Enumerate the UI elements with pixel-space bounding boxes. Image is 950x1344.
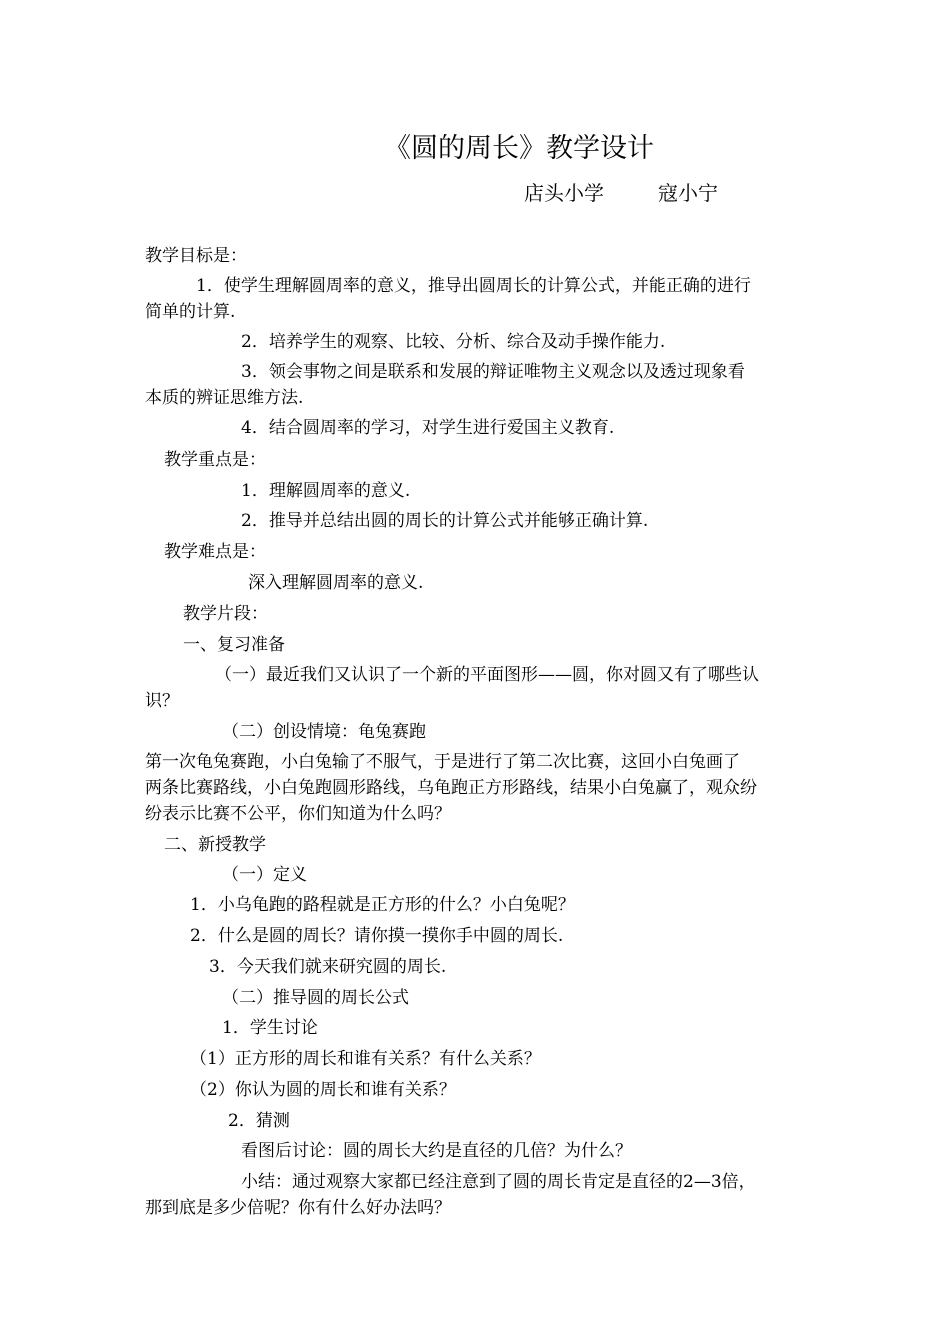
heading-key-points: 教学重点是： <box>164 450 266 470</box>
review-item-2: （二）创设情境：龟兔赛跑 <box>222 722 426 742</box>
subsection-derivation: （二）推导圆的周长公式 <box>222 988 409 1008</box>
story-paragraph-2: 两条比赛路线，小白兔跑圆形路线，乌龟跑正方形路线，结果小白兔赢了，观众纷 <box>145 778 757 798</box>
summary-line-1: 小结：通过观察大家都已经注意到了圆的周长肯定是直径的2—3倍， <box>241 1172 756 1192</box>
objective-3-cont: 本质的辨证思维方法. <box>145 388 304 408</box>
author-name: 寇小宁 <box>658 181 718 205</box>
review-item-1-cont: 识？ <box>145 691 179 711</box>
discussion-question-2: （2）你认为圆的周长和谁有关系？ <box>190 1080 456 1100</box>
story-paragraph-1: 第一次龟兔赛跑，小白兔输了不服气，于是进行了第二次比赛，这回小白兔画了 <box>145 752 740 772</box>
guess-prompt: 看图后讨论：圆的周长大约是直径的几倍？为什么？ <box>241 1141 632 1161</box>
objective-1: 1．使学生理解圆周率的意义，推导出圆周长的计算公式，并能正确的进行 <box>196 276 751 296</box>
section-review: 一、复习准备 <box>183 635 285 655</box>
objective-2: 2．培养学生的观察、比较、分析、综合及动手操作能力. <box>241 332 666 352</box>
objective-4: 4．结合圆周率的学习，对学生进行爱国主义教育. <box>241 418 615 438</box>
story-paragraph-3: 纷表示比赛不公平，你们知道为什么吗？ <box>145 804 451 824</box>
heading-objectives: 教学目标是： <box>145 246 247 266</box>
discussion-question-1: （1）正方形的周长和谁有关系？有什么关系？ <box>190 1049 541 1069</box>
section-new-teaching: 二、新授教学 <box>164 835 266 855</box>
key-point-1: 1．理解圆周率的意义. <box>241 481 411 501</box>
derivation-step-2: 2．猜测 <box>228 1111 290 1131</box>
review-item-1: （一）最近我们又认识了一个新的平面图形——圆，你对圆又有了哪些认 <box>215 665 759 685</box>
subsection-definition: （一）定义 <box>222 865 307 885</box>
heading-difficulty: 教学难点是： <box>164 542 266 562</box>
document-title: 《圆的周长》教学设计 <box>384 133 654 164</box>
key-point-2: 2．推导并总结出圆的周长的计算公式并能够正确计算. <box>241 511 649 531</box>
definition-item-2: 2．什么是圆的周长？请你摸一摸你手中圆的周长. <box>190 926 564 946</box>
heading-segment: 教学片段： <box>183 604 268 624</box>
derivation-step-1: 1．学生讨论 <box>222 1018 318 1038</box>
objective-3: 3．领会事物之间是联系和发展的辩证唯物主义观念以及透过现象看 <box>241 362 745 382</box>
definition-item-1: 1．小乌龟跑的路程就是正方形的什么？小白兔呢？ <box>190 895 575 915</box>
objective-1-cont: 简单的计算. <box>145 302 236 322</box>
school-name: 店头小学 <box>524 181 604 205</box>
difficulty-text: 深入理解圆周率的意义. <box>248 573 424 593</box>
summary-line-2: 那到底是多少倍呢？你有什么好办法吗？ <box>145 1198 451 1218</box>
definition-item-3: 3．今天我们就来研究圆的周长. <box>209 957 447 977</box>
